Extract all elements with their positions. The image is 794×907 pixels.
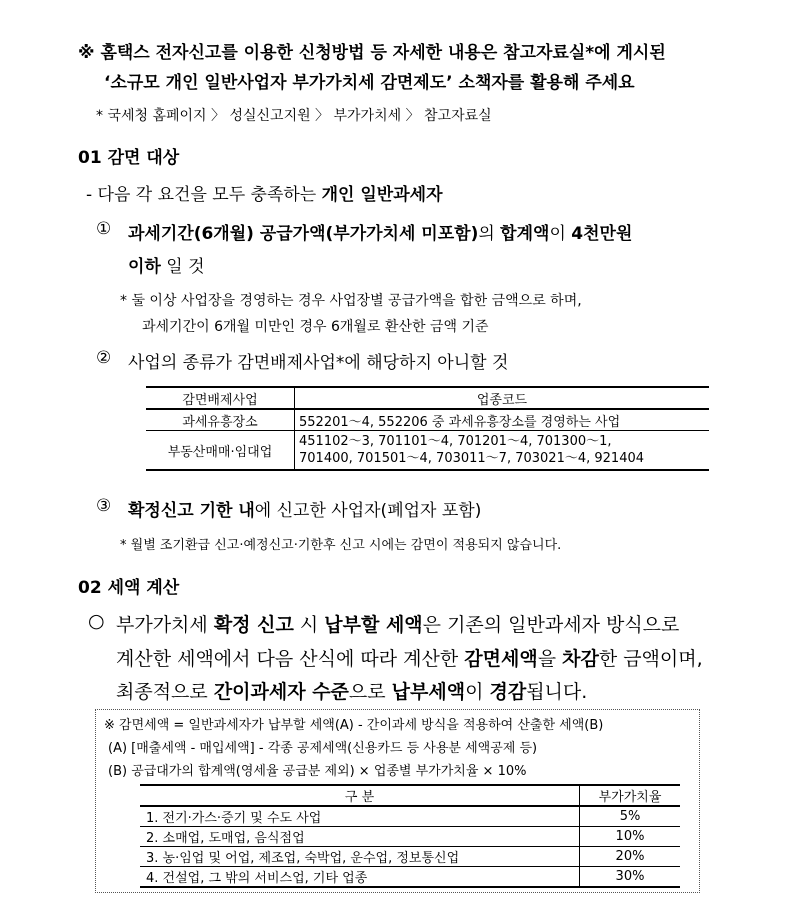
requirement-3-number: ③ <box>96 496 112 516</box>
industry-cell: 4. 건설업, 그 밖의 서비스업, 기타 업종 <box>140 867 580 888</box>
industry-cell: 3. 농·임업 및 어업, 제조업, 숙박업, 운수업, 정보통신업 <box>140 847 580 867</box>
rate-cell: 20% <box>580 847 681 867</box>
industry-cell: 1. 전기·가스·증기 및 수도 사업 <box>140 806 580 827</box>
rate-cell: 30% <box>580 867 681 888</box>
business-name-cell: 부동산매매·임대업 <box>146 431 295 471</box>
requirement-3-note: * 월별 조기환급 신고·예정신고·기한후 신고 시에는 감면이 적용되지 않습니다. <box>120 538 562 553</box>
requirement-1-note-2: 과세기간이 6개월 미만인 경우 6개월로 환산한 금액 기준 <box>142 319 489 335</box>
requirement-3-text: 확정신고 기한 내에 신고한 사업자(폐업자 포함) <box>128 501 482 521</box>
column-header: 업종코드 <box>295 387 710 409</box>
table-row <box>140 867 680 888</box>
industry-code-cell: 552201～4, 552206 중 과세유흥장소를 경영하는 사업 <box>295 409 710 431</box>
table-row <box>146 409 709 431</box>
exclusion-business-table <box>146 386 709 471</box>
requirement-2-text: 사업의 종류가 감면배제사업*에 해당하지 아니할 것 <box>128 353 509 373</box>
table-row <box>140 806 680 827</box>
value-added-rate-table <box>140 784 680 888</box>
table-header-row <box>146 387 709 409</box>
formula-line-3: (B) 공급대가의 합계액(영세율 공급분 제외) × 업종별 부가가치율 × 10% <box>108 764 527 779</box>
rate-cell: 5% <box>580 806 681 827</box>
formula-line-1: ※ 감면세액 = 일반과세자가 납부할 세액(A) - 간이과세 방식을 적용하여 산출한 세액(B) <box>104 718 604 733</box>
table-row <box>140 827 680 847</box>
industry-code-cell: 451102～3, 701101～4, 701201～4, 701300～1, 701400, 701501～4, 703011～7, 703021～4, 921404 <box>295 431 710 471</box>
column-header: 구 분 <box>140 785 580 806</box>
requirement-1-note-1: * 둘 이상 사업장을 경영하는 경우 사업장별 공급가액을 합한 금액으로 하며, <box>120 293 582 309</box>
requirement-1-number: ① <box>96 219 112 239</box>
rate-cell: 10% <box>580 827 681 847</box>
notice-line-1: ※ 홈택스 전자신고를 이용한 신청방법 등 자세한 내용은 참고자료실*에 게시된 <box>78 43 666 63</box>
tax-calc-line-2: 계산한 세액에서 다음 산식에 따라 계산한 감면세액을 차감한 금액이며, <box>116 648 703 670</box>
table-row <box>140 847 680 867</box>
table-row <box>146 431 709 471</box>
notice-line-2: ‘소규모 개인 일반사업자 부가가치세 감면제도’ 소책자를 활용해 주세요 <box>104 73 635 93</box>
bullet-icon: ○ <box>88 610 105 632</box>
tax-calc-line-3: 최종적으로 간이과세자 수준으로 납부세액이 경감됩니다. <box>116 681 588 703</box>
section-2-heading: 02 세액 계산 <box>78 578 180 598</box>
requirement-2-number: ② <box>96 348 112 368</box>
requirement-1-line-1: 과세기간(6개월) 공급가액(부가가치세 미포함)의 합계액이 4천만원 <box>128 224 633 244</box>
section-1-intro: - 다음 각 요건을 모두 충족하는 개인 일반과세자 <box>86 185 443 205</box>
business-name-cell: 과세유흥장소 <box>146 409 295 431</box>
tax-calc-line-1: 부가가치세 확정 신고 시 납부할 세액은 기존의 일반과세자 방식으로 <box>116 614 680 636</box>
column-header: 부가가치율 <box>580 785 681 806</box>
column-header: 감면배제사업 <box>146 387 295 409</box>
section-1-heading: 01 감면 대상 <box>78 148 180 168</box>
reference-path: * 국세청 홈페이지 〉 성실신고지원 〉 부가가치세 〉 참고자료실 <box>96 108 492 124</box>
requirement-1-line-2: 이하 일 것 <box>128 257 205 277</box>
industry-cell: 2. 소매업, 도매업, 음식점업 <box>140 827 580 847</box>
table-header-row <box>140 785 680 806</box>
formula-line-2: (A) [매출세액 - 매입세액] - 각종 공제세액(신용카드 등 사용분 세액공제 등) <box>108 741 538 756</box>
